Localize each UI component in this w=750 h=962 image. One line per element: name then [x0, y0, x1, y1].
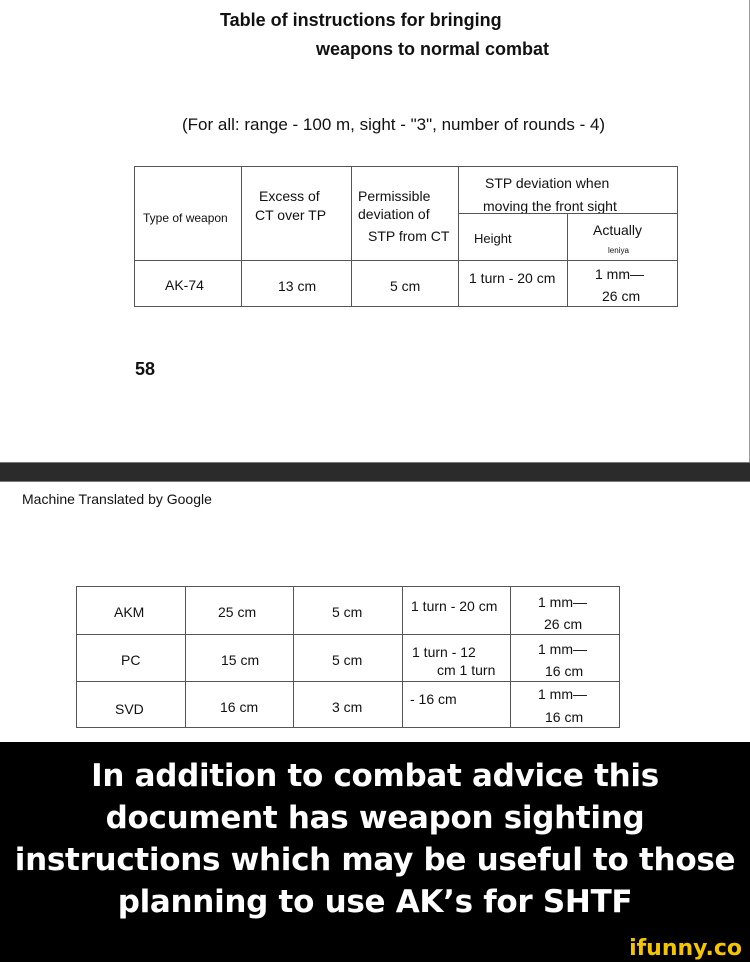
header-height-cell — [458, 213, 568, 261]
header-actually: Actually — [593, 222, 643, 238]
caption-line-1: In addition to combat advice this — [91, 758, 659, 794]
row-ak74-perm: 5 cm — [390, 278, 421, 294]
header-height: Height — [474, 231, 512, 246]
row-pc-weapon: PC — [121, 652, 141, 668]
caption-line-4: planning to use AK’s for SHTF — [117, 884, 633, 920]
row-ak74-excess-cell — [241, 260, 352, 307]
row-pc-weapon-cell — [76, 634, 186, 682]
header-stp-cell — [458, 166, 678, 214]
row-svd-actual-line1: 1 mm— — [538, 686, 587, 702]
row-ak74-actual-line2: 26 cm — [602, 288, 641, 304]
row-akm-excess: 25 cm — [218, 604, 257, 620]
ifunny-watermark[interactable]: ifunny.co — [629, 936, 742, 961]
page-separator — [0, 462, 750, 482]
header-type-cell — [134, 166, 242, 261]
row-ak74-actual-line1: 1 mm— — [595, 266, 644, 282]
header-stp-line1: STP deviation when — [485, 175, 610, 191]
machine-translated-label: Machine Translated by Google — [22, 491, 212, 507]
row-svd-actual-line2: 16 cm — [545, 709, 584, 725]
header-excess-line2: CT over TP — [255, 207, 327, 223]
header-stp-line2: moving the front sight — [483, 198, 617, 214]
row-svd-actual-cell — [510, 681, 620, 728]
row-pc-actual-line2: 16 cm — [545, 663, 584, 679]
row-svd-excess: 16 cm — [220, 699, 259, 715]
row-svd-perm-cell — [293, 681, 403, 728]
row-pc-perm: 5 cm — [332, 652, 363, 668]
row-svd-perm: 3 cm — [332, 699, 363, 715]
row-svd-excess-cell — [185, 681, 294, 728]
row-svd-weapon-cell — [76, 681, 186, 728]
row-pc-actual-line1: 1 mm— — [538, 641, 587, 657]
header-perm-line3: STP from CT — [368, 228, 450, 244]
page-number: 58 — [135, 359, 156, 379]
caption-line-2: document has weapon sighting — [105, 800, 645, 836]
row-ak74-actual-cell — [567, 260, 678, 307]
row-ak74-excess: 13 cm — [278, 278, 317, 294]
header-leniya: leniya — [608, 246, 629, 255]
meme-caption — [0, 755, 750, 923]
row-akm-perm-cell — [293, 586, 403, 635]
row-akm-perm: 5 cm — [332, 604, 363, 620]
header-excess-line1: Excess of — [259, 188, 320, 204]
row-pc-height-cell — [402, 634, 511, 682]
row-akm-height-cell — [402, 586, 511, 635]
header-permissible-cell — [351, 166, 459, 261]
row-ak74-weapon-cell — [134, 260, 242, 307]
row-pc-height-line2: cm 1 turn — [437, 662, 496, 678]
row-svd-weapon: SVD — [115, 701, 144, 717]
row-akm-excess-cell — [185, 586, 294, 635]
row-akm-weapon: AKM — [114, 604, 145, 620]
row-ak74-height: 1 turn - 20 cm — [469, 270, 556, 286]
row-akm-actual-line1: 1 mm— — [538, 594, 587, 610]
top-page-panel — [0, 0, 750, 462]
row-akm-actual-cell — [510, 586, 620, 635]
conditions-note: (For all: range - 100 m, sight - "3", number of rounds - 4) — [182, 115, 606, 134]
row-akm-actual-line2: 26 cm — [544, 616, 583, 632]
row-svd-height-line1: - 16 cm — [410, 691, 457, 707]
row-svd-height-cell — [402, 681, 511, 728]
row-pc-excess: 15 cm — [221, 652, 260, 668]
row-akm-height-line1: 1 turn - 20 cm — [411, 598, 498, 614]
header-excess-cell — [241, 166, 352, 261]
row-ak74-height-cell — [458, 260, 568, 307]
caption-line-3: instructions which may be useful to those — [14, 842, 736, 878]
row-ak74-weapon: AK-74 — [165, 277, 204, 293]
header-perm-line2: deviation of — [358, 206, 430, 222]
row-pc-actual-cell — [510, 634, 620, 682]
title-line-1: Table of instructions for bringing — [220, 10, 502, 30]
header-perm-line1: Permissible — [358, 188, 431, 204]
row-pc-perm-cell — [293, 634, 403, 682]
row-pc-excess-cell — [185, 634, 294, 682]
row-pc-height-line1: 1 turn - 12 — [412, 644, 476, 660]
header-actually-cell — [567, 213, 678, 261]
row-ak74-perm-cell — [351, 260, 459, 307]
title-line-2: weapons to normal combat — [316, 39, 550, 59]
row-akm-weapon-cell — [76, 586, 186, 635]
header-type-of-weapon: Type of weapon — [143, 211, 228, 225]
